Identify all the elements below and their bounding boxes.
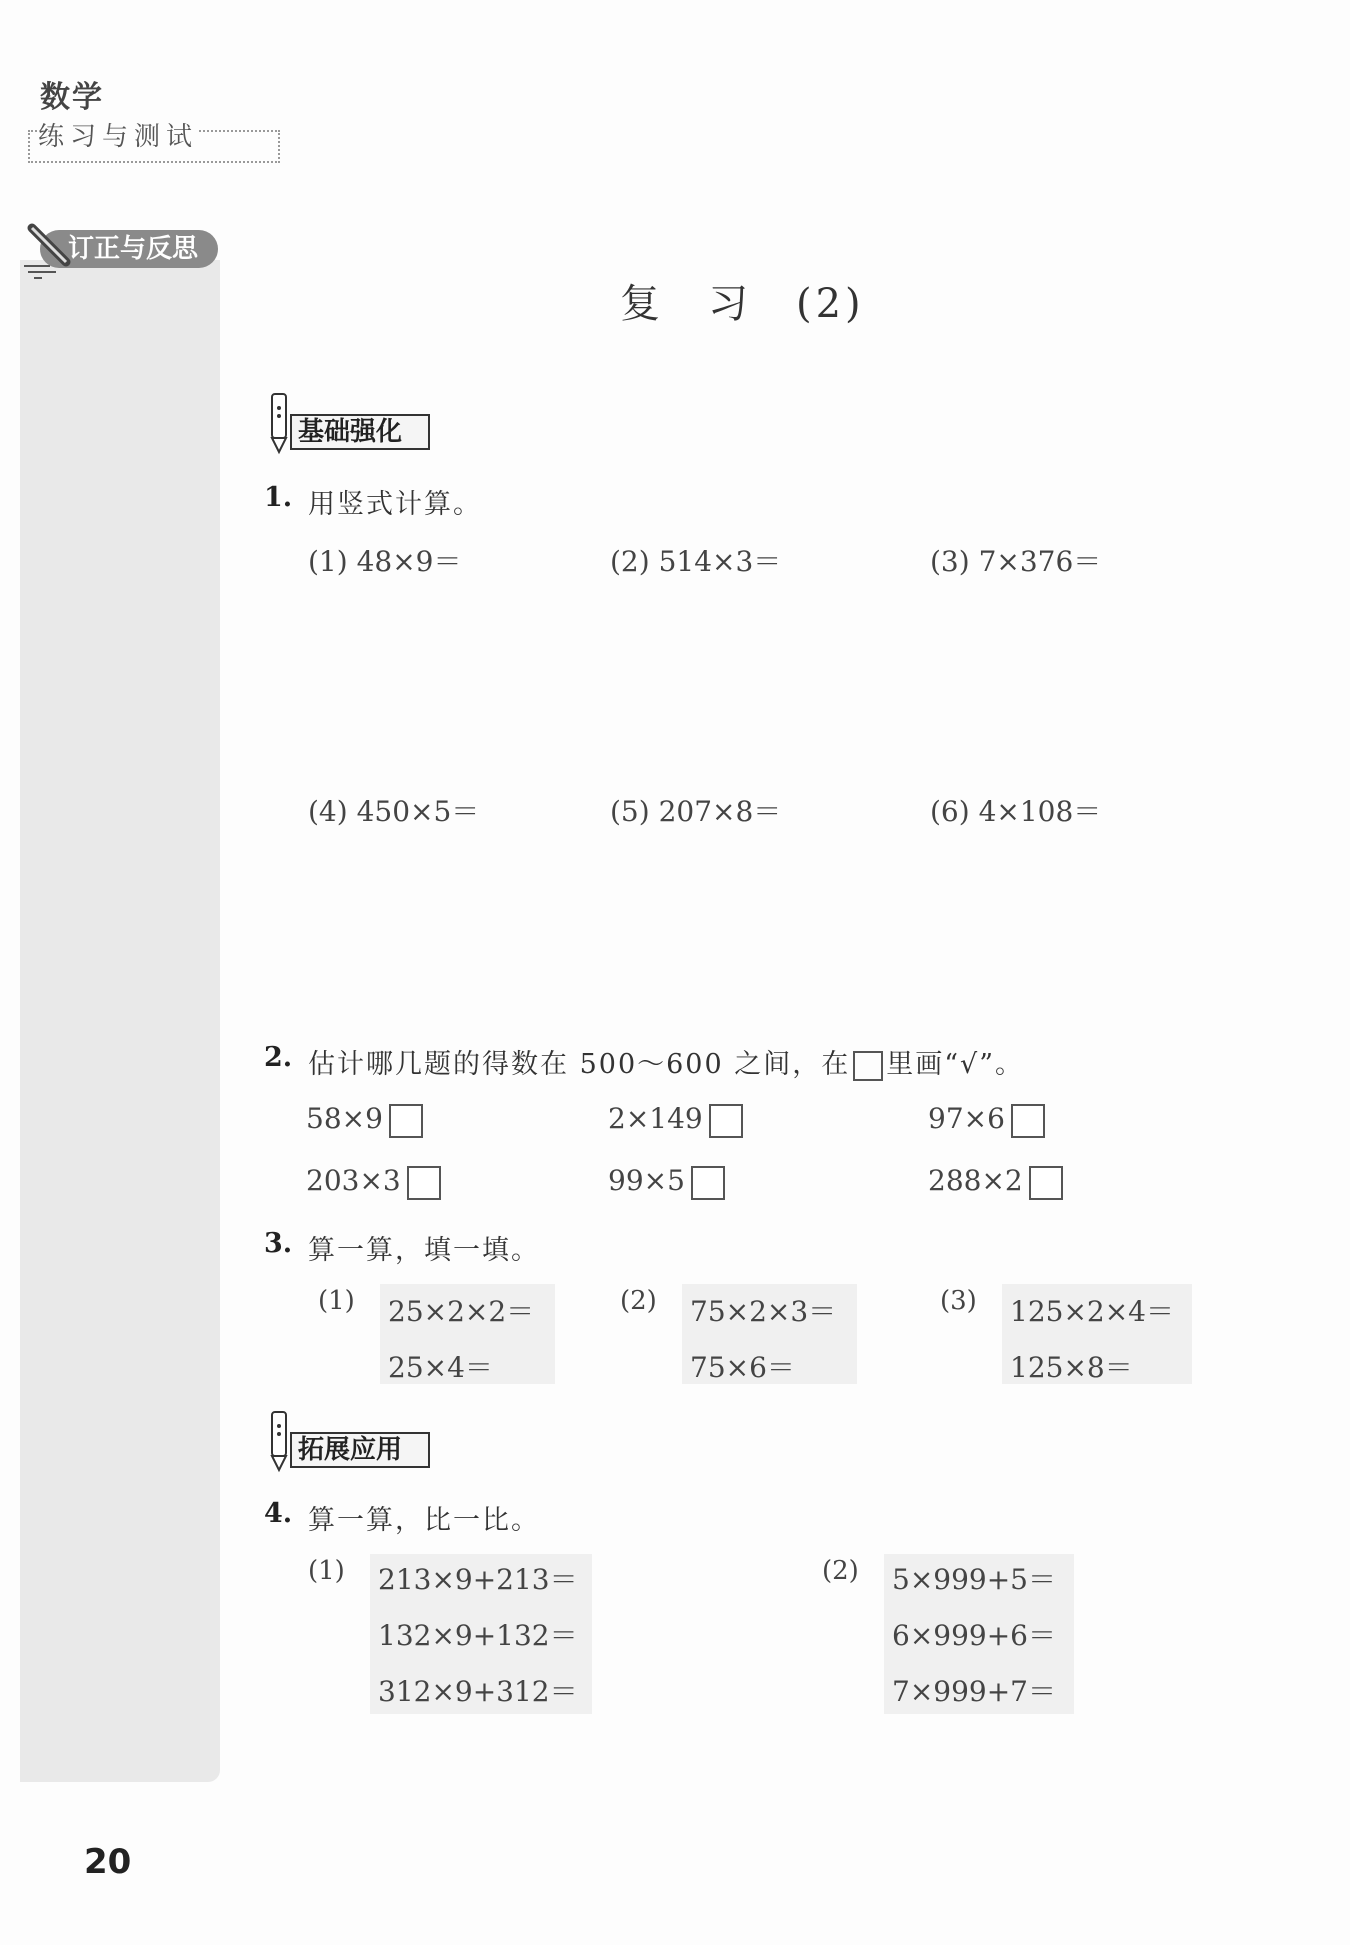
section-label-basic: 基础强化 <box>298 417 403 447</box>
calc-line: 6×999+6＝ <box>892 1619 1056 1652</box>
sub-label: (2) <box>620 1286 657 1316</box>
calc-item: (2) 514×3＝ <box>610 545 782 578</box>
question-text: 用竖式计算。 <box>308 489 482 520</box>
answer-box-sample <box>853 1051 883 1081</box>
question-number: 1. <box>264 482 293 513</box>
calc-line: 7×999+7＝ <box>892 1675 1056 1708</box>
estimate-item <box>928 1102 1045 1138</box>
check-box[interactable] <box>389 1104 423 1138</box>
check-box[interactable] <box>407 1166 441 1200</box>
check-box[interactable] <box>1011 1104 1045 1138</box>
estimate-expr: 2×149 <box>608 1102 703 1135</box>
page-title: 复 习 (2) <box>620 281 865 327</box>
calc-line: 312×9+312＝ <box>378 1675 578 1708</box>
check-box[interactable] <box>1029 1166 1063 1200</box>
sub-label: (3) <box>940 1286 977 1316</box>
calc-line: 75×2×3＝ <box>690 1295 837 1328</box>
calc-line: 75×6＝ <box>690 1351 795 1384</box>
estimate-expr: 97×6 <box>928 1102 1005 1135</box>
subject-title: 数学 <box>40 80 104 115</box>
correction-margin <box>20 260 220 1782</box>
calc-item: (5) 207×8＝ <box>610 795 782 828</box>
question-text-part: 里画“√”。 <box>886 1049 1025 1080</box>
question-number: 2. <box>264 1042 293 1073</box>
calc-item: (3) 7×376＝ <box>930 545 1102 578</box>
calc-line: 213×9+213＝ <box>378 1563 578 1596</box>
question-text: 算一算，填一填。 <box>308 1235 540 1266</box>
estimate-item <box>306 1164 441 1200</box>
sub-label: (1) <box>308 1556 345 1586</box>
estimate-item <box>608 1102 743 1138</box>
estimate-item <box>928 1164 1063 1200</box>
estimate-expr: 99×5 <box>608 1164 685 1197</box>
estimate-item <box>608 1164 725 1200</box>
book-title: 练习与测试 <box>38 116 198 153</box>
question-text-part: 估计哪几题的得数在 500～600 之间，在 <box>308 1049 851 1080</box>
sub-label: (1) <box>318 1286 355 1316</box>
sub-label: (2) <box>822 1556 859 1586</box>
calc-line: 132×9+132＝ <box>378 1619 578 1652</box>
page-number: 20 <box>84 1842 132 1882</box>
estimate-expr: 58×9 <box>306 1102 383 1135</box>
calc-line: 125×2×4＝ <box>1010 1295 1174 1328</box>
estimate-item <box>306 1102 423 1138</box>
question-text: 算一算，比一比。 <box>308 1505 540 1536</box>
calc-item: (4) 450×5＝ <box>308 795 480 828</box>
check-box[interactable] <box>691 1166 725 1200</box>
check-box[interactable] <box>709 1104 743 1138</box>
calc-line: 5×999+5＝ <box>892 1563 1056 1596</box>
calc-item: (6) 4×108＝ <box>930 795 1102 828</box>
question-number: 4. <box>264 1498 293 1529</box>
calc-line: 125×8＝ <box>1010 1351 1133 1384</box>
section-label-extension: 拓展应用 <box>298 1435 403 1465</box>
calc-line: 25×4＝ <box>388 1351 493 1384</box>
question-text <box>308 1042 1024 1081</box>
correction-label: 订正与反思 <box>68 234 199 264</box>
calc-item: (1) 48×9＝ <box>308 545 462 578</box>
estimate-expr: 203×3 <box>306 1164 401 1197</box>
question-number: 3. <box>264 1228 293 1259</box>
calc-line: 25×2×2＝ <box>388 1295 535 1328</box>
pencil-icon <box>266 392 292 456</box>
pencil-icon <box>266 1410 292 1474</box>
estimate-expr: 288×2 <box>928 1164 1023 1197</box>
